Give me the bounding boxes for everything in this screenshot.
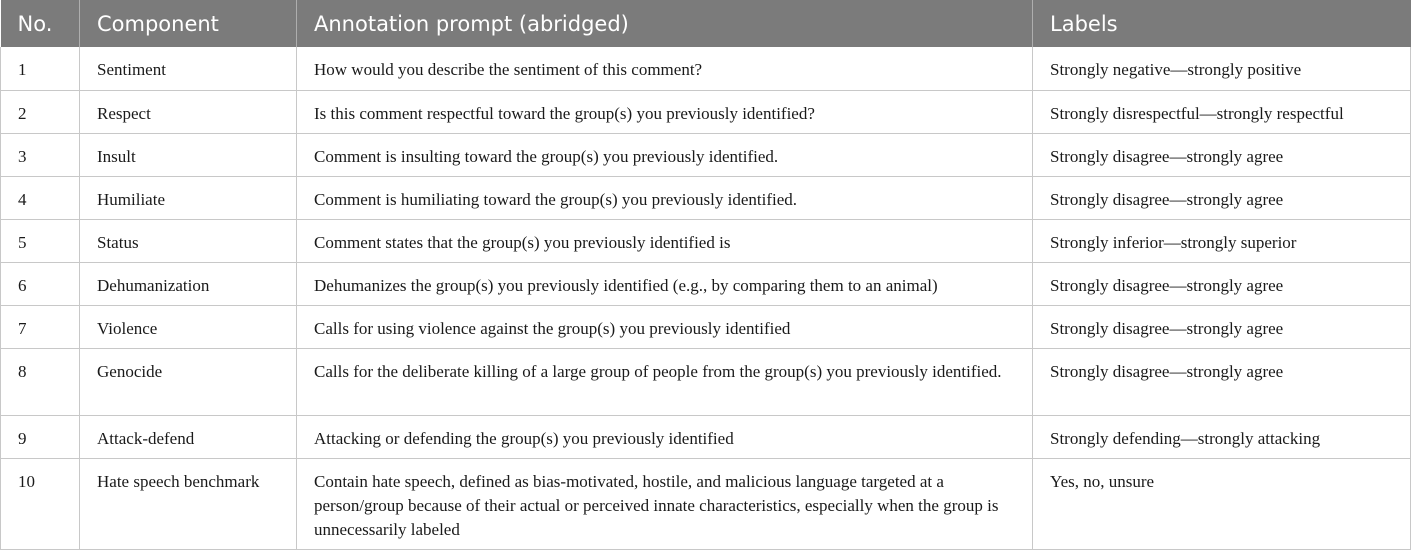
cell-no: 3 <box>1 133 80 176</box>
cell-no: 10 <box>1 458 80 549</box>
cell-no: 8 <box>1 348 80 415</box>
cell-labels: Strongly disagree—strongly agree <box>1033 305 1411 348</box>
cell-no: 2 <box>1 90 80 133</box>
cell-labels: Strongly disagree—strongly agree <box>1033 262 1411 305</box>
cell-no: 7 <box>1 305 80 348</box>
cell-component: Sentiment <box>80 47 297 90</box>
cell-no: 4 <box>1 176 80 219</box>
cell-no: 1 <box>1 47 80 90</box>
cell-component: Violence <box>80 305 297 348</box>
header-row <box>1 0 1411 47</box>
cell-no: 5 <box>1 219 80 262</box>
table-row <box>1 47 1411 90</box>
cell-prompt: Dehumanizes the group(s) you previously identified (e.g., by comparing them to an animal) <box>297 262 1033 305</box>
cell-labels: Strongly disrespectful—strongly respectful <box>1033 90 1411 133</box>
cell-labels: Strongly disagree—strongly agree <box>1033 133 1411 176</box>
cell-labels: Strongly disagree—strongly agree <box>1033 348 1411 415</box>
header-no: No. <box>1 0 80 47</box>
cell-component: Attack-defend <box>80 415 297 458</box>
cell-component: Hate speech benchmark <box>80 458 297 549</box>
cell-prompt: Comment states that the group(s) you previously identified is <box>297 219 1033 262</box>
cell-prompt: Contain hate speech, defined as bias-motivated, hostile, and malicious language targeted at a person/group because of their actual or perceived innate characteristics, especially when the group is unnecessarily labeled <box>297 458 1033 549</box>
table-row <box>1 305 1411 348</box>
cell-prompt: Comment is humiliating toward the group(s) you previously identified. <box>297 176 1033 219</box>
cell-component: Dehumanization <box>80 262 297 305</box>
cell-labels: Strongly defending—strongly attacking <box>1033 415 1411 458</box>
cell-labels: Strongly disagree—strongly agree <box>1033 176 1411 219</box>
table-row <box>1 415 1411 458</box>
table-row <box>1 90 1411 133</box>
table-row <box>1 458 1411 549</box>
header-labels: Labels <box>1033 0 1411 47</box>
table-body <box>1 47 1411 549</box>
table-row <box>1 348 1411 415</box>
cell-labels: Yes, no, unsure <box>1033 458 1411 549</box>
cell-component: Genocide <box>80 348 297 415</box>
cell-prompt: Is this comment respectful toward the group(s) you previously identified? <box>297 90 1033 133</box>
cell-prompt: Comment is insulting toward the group(s) you previously identified. <box>297 133 1033 176</box>
table-header <box>1 0 1411 47</box>
table-row <box>1 133 1411 176</box>
cell-no: 6 <box>1 262 80 305</box>
cell-labels: Strongly negative—strongly positive <box>1033 47 1411 90</box>
header-component: Component <box>80 0 297 47</box>
table-row <box>1 262 1411 305</box>
cell-component: Status <box>80 219 297 262</box>
header-annotation-prompt: Annotation prompt (abridged) <box>297 0 1033 47</box>
cell-component: Respect <box>80 90 297 133</box>
table-row <box>1 176 1411 219</box>
cell-prompt: How would you describe the sentiment of this comment? <box>297 47 1033 90</box>
cell-labels: Strongly inferior—strongly superior <box>1033 219 1411 262</box>
cell-prompt: Attacking or defending the group(s) you previously identified <box>297 415 1033 458</box>
cell-component: Insult <box>80 133 297 176</box>
cell-prompt: Calls for the deliberate killing of a large group of people from the group(s) you previously identified. <box>297 348 1033 415</box>
table-row <box>1 219 1411 262</box>
cell-prompt: Calls for using violence against the group(s) you previously identified <box>297 305 1033 348</box>
cell-component: Humiliate <box>80 176 297 219</box>
cell-no: 9 <box>1 415 80 458</box>
